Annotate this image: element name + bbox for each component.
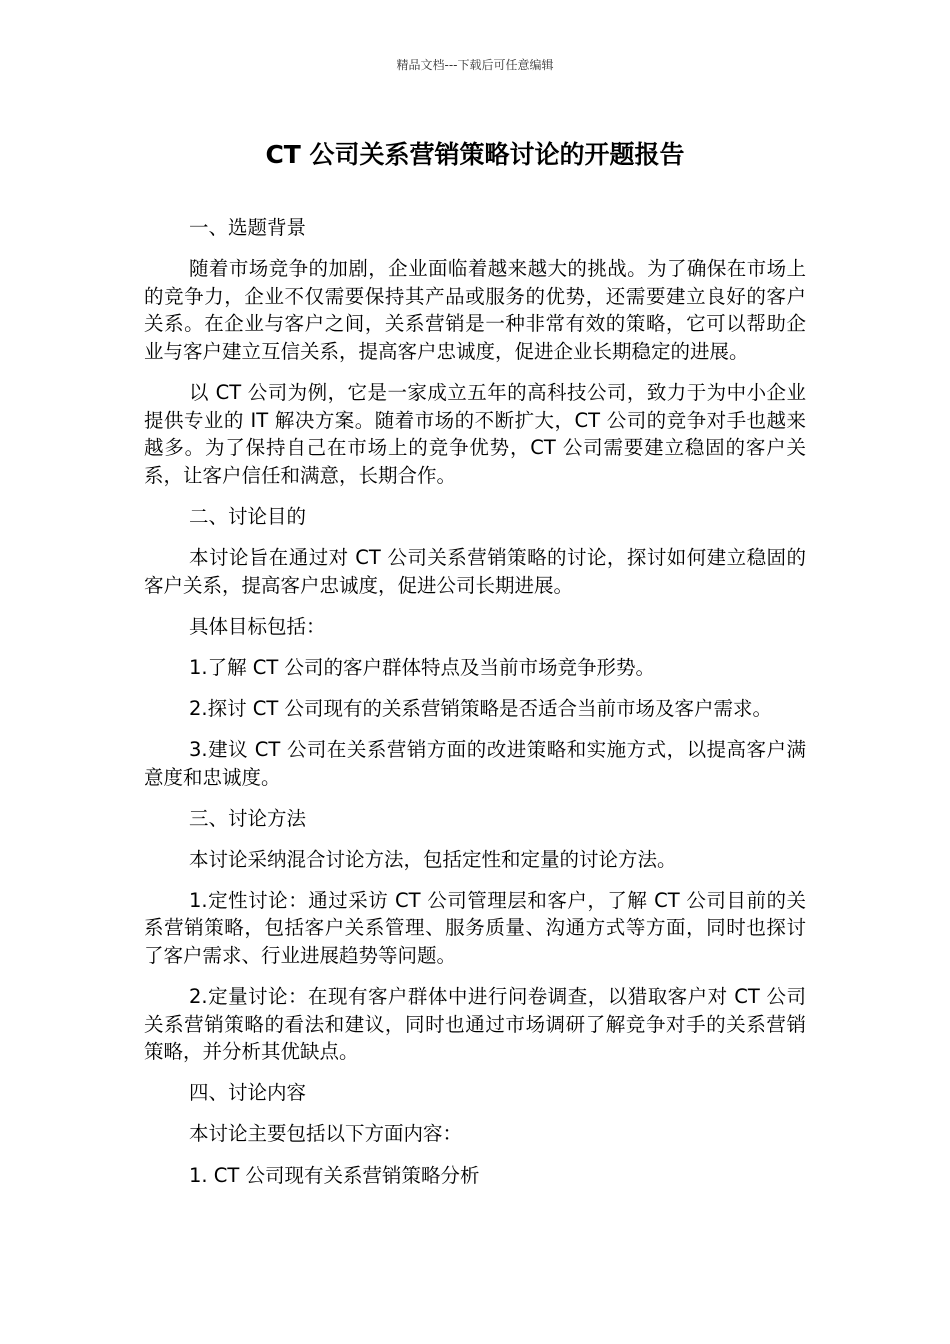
list-item-method-quantitative: 2.定量讨论：在现有客户群体中进行问卷调查，以猎取客户对 CT 公司关系营销策略的看法和建议，同时也通过市场调研了解竞争对手的关系营销策略，并分析其优缺点。 <box>144 985 806 1064</box>
section-heading-method: 三、讨论方法 <box>189 806 307 830</box>
list-item-goal-1: 1.了解 CT 公司的客户群体特点及当前市场竞争形势。 <box>189 655 656 679</box>
list-item-method-qualitative: 1.定性讨论：通过采访 CT 公司管理层和客户，了解 CT 公司目前的关系营销策略，包括客户关系管理、服务质量、沟通方式等方面，同时也探讨了客户需求、行业进展趋势等问题。 <box>144 888 806 967</box>
page-header: 精品文档---下载后可任意编辑 <box>396 58 554 72</box>
section-heading-purpose: 二、讨论目的 <box>189 504 307 528</box>
list-item-content-1: 1. CT 公司现有关系营销策略分析 <box>189 1163 480 1187</box>
paragraph-background-2: 以 CT 公司为例，它是一家成立五年的高科技公司，致力于为中小企业提供专业的 IT 解决方案。随着市场的不断扩大，CT 公司的竞争对手也越来越多。为了保持自己在市场上的竞争优势，CT 公司需要建立稳固的客户关系，让客户信任和满意，长期合作。 <box>144 380 806 487</box>
document-body <box>144 214 806 1203</box>
section-heading-content: 四、讨论内容 <box>189 1081 307 1105</box>
list-item-goal-2: 2.探讨 CT 公司现有的关系营销策略是否适合当前市场及客户需求。 <box>189 696 773 720</box>
paragraph-goals-intro: 具体目标包括： <box>189 614 326 638</box>
paragraph-background-1: 随着市场竞争的加剧，企业面临着越来越大的挑战。为了确保在市场上的竞争力，企业不仅需要保持其产品或服务的优势，还需要建立良好的客户关系。在企业与客户之间，关系营销是一种非常有效的策略，它可以帮助企业与客户建立互信关系，提高客户忠诚度，促进企业长期稳定的进展。 <box>144 257 806 363</box>
paragraph-method-intro: 本讨论采纳混合讨论方法，包括定性和定量的讨论方法。 <box>189 847 677 871</box>
paragraph-purpose: 本讨论旨在通过对 CT 公司关系营销策略的讨论，探讨如何建立稳固的客户关系，提高客户忠诚度，促进公司长期进展。 <box>144 545 806 597</box>
document-title: CT 公司关系营销策略讨论的开题报告 <box>265 140 685 169</box>
section-heading-background: 一、选题背景 <box>189 216 307 239</box>
list-item-goal-3: 3.建议 CT 公司在关系营销方面的改进策略和实施方式，以提高客户满意度和忠诚度。 <box>144 737 806 789</box>
paragraph-content-intro: 本讨论主要包括以下方面内容： <box>189 1122 463 1146</box>
